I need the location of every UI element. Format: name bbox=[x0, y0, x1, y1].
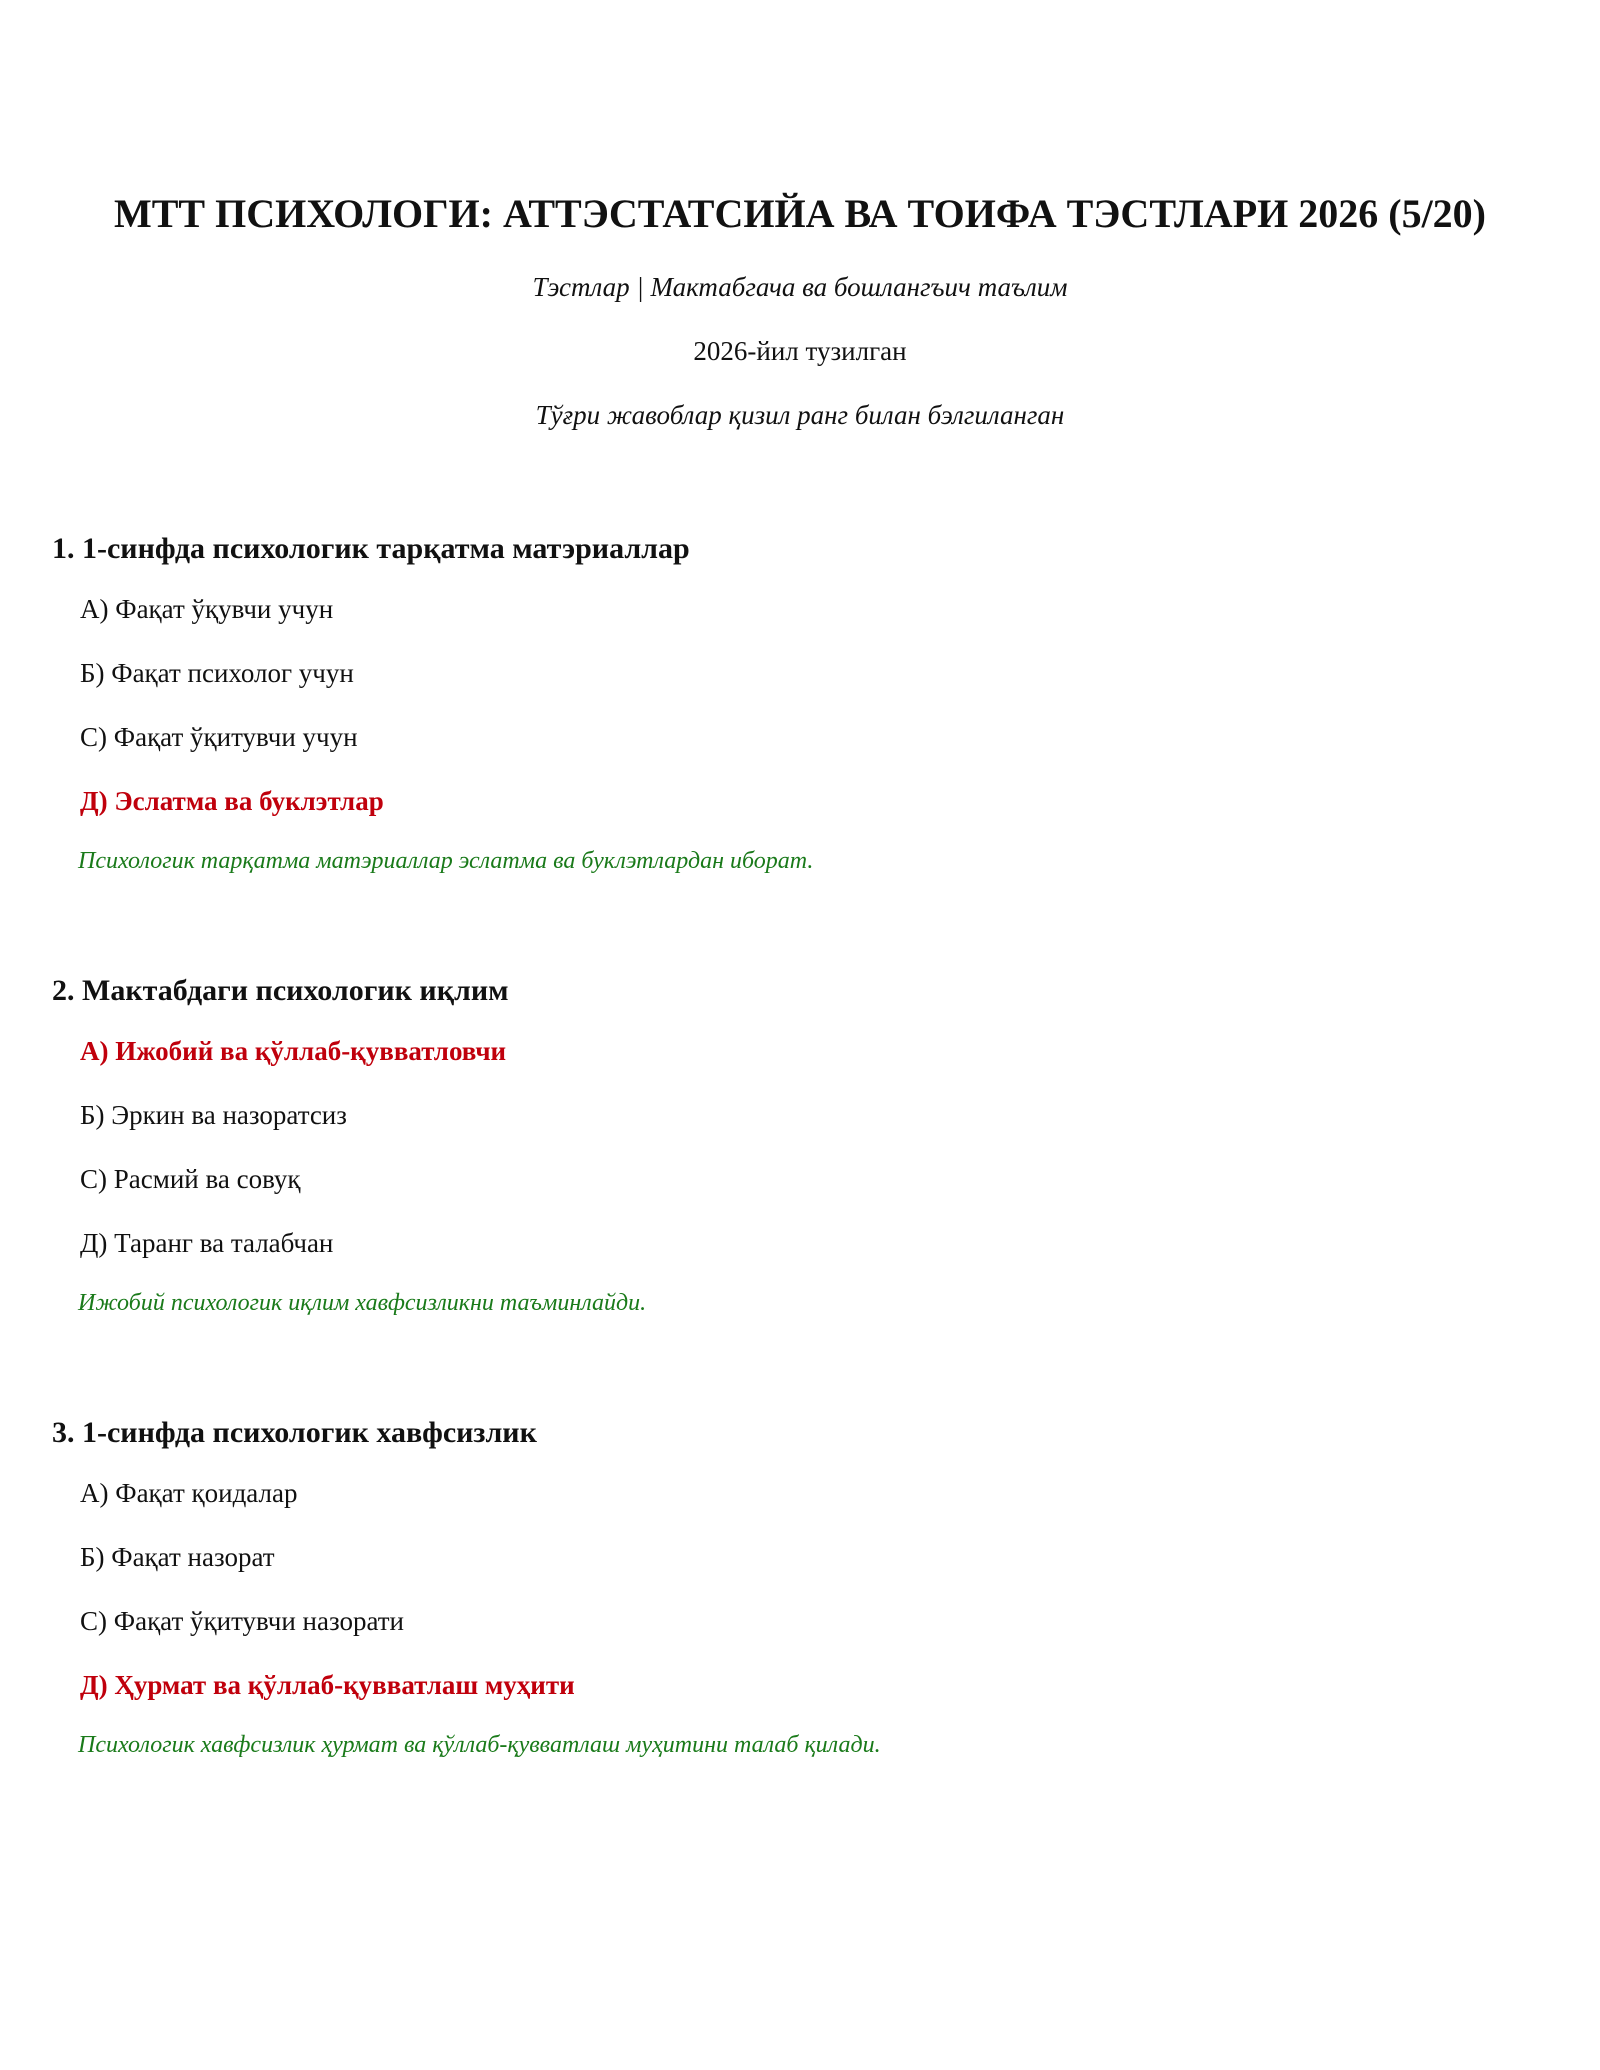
question-title: 1. 1-синфда психологик тарқатма матэриаллар bbox=[52, 532, 690, 565]
answer-option: С) Фақат ўқитувчи учун bbox=[80, 722, 358, 752]
document-subtitle: Тэстлар | Мактабгача ва бошлангъич таълим bbox=[532, 272, 1068, 302]
answer-explanation: Психологик хавфсизлик ҳурмат ва қўллаб-қувватлаш муҳитини талаб қилади. bbox=[78, 1732, 881, 1758]
document-title: МТТ ПСИХОЛОГИ: АТТЭСТАТСИЙА ВА ТОИФА ТЭСТЛАРИ 2026 (5/20) bbox=[113, 191, 1486, 236]
answer-option: С) Расмий ва совуқ bbox=[80, 1164, 301, 1194]
answer-option: А) Фақат қоидалар bbox=[80, 1478, 298, 1508]
correct-answer-option: Д) Эслатма ва буклэтлар bbox=[80, 786, 384, 816]
question-title: 2. Мактабдаги психологик иқлим bbox=[52, 974, 509, 1007]
answer-option: Д) Таранг ва талабчан bbox=[80, 1228, 334, 1258]
answer-explanation: Ижобий психологик иқлим хавфсизликни таъминлайди. bbox=[78, 1290, 647, 1316]
question-list bbox=[52, 530, 1552, 1856]
correct-answer-option: Д) Ҳурмат ва қўллаб-қувватлаш муҳити bbox=[80, 1670, 575, 1700]
answer-explanation: Психологик тарқатма матэриаллар эслатма ва буклэтлардан иборат. bbox=[78, 848, 814, 874]
question-item bbox=[52, 530, 1552, 876]
answer-option: С) Фақат ўқитувчи назорати bbox=[80, 1606, 404, 1636]
answer-option: Б) Фақат психолог учун bbox=[80, 658, 354, 688]
answer-key-note: Тўғри жавоблар қизил ранг билан бэлгиланган bbox=[535, 400, 1065, 430]
correct-answer-option: А) Ижобий ва қўллаб-қувватловчи bbox=[80, 1036, 507, 1066]
compiled-date: 2026-йил тузилган bbox=[693, 336, 907, 366]
answer-option: Б) Фақат назорат bbox=[80, 1542, 275, 1572]
question-title: 3. 1-синфда психологик хавфсизлик bbox=[52, 1416, 537, 1449]
question-item bbox=[52, 972, 1552, 1318]
document-header bbox=[0, 188, 1600, 432]
answer-option: А) Фақат ўқувчи учун bbox=[80, 594, 334, 624]
answer-option: Б) Эркин ва назоратсиз bbox=[80, 1100, 347, 1130]
question-item bbox=[52, 1414, 1552, 1760]
